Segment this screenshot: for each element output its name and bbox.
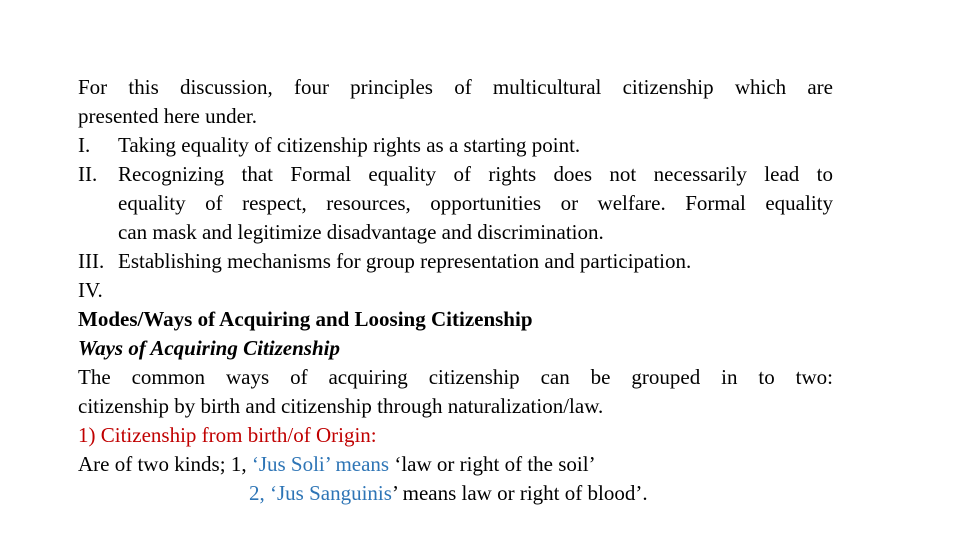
principle-text-2-line-3: can mask and legitimize disadvantage and discrimination. <box>118 220 604 244</box>
principle-marker-3: III. <box>78 249 105 273</box>
section-heading: Modes/Ways of Acquiring and Loosing Citizenship <box>78 307 533 331</box>
kinds-line-1-prefix: Are of two kinds; 1, <box>78 452 252 476</box>
intro-line-1: For this discussion, four principles of multicultural citizenship which are <box>78 75 833 99</box>
kinds-line-2-suffix: ’ means law or right of blood’. <box>391 481 648 505</box>
kinds-line-2-prefix: 2, <box>249 481 270 505</box>
kinds-line-2 <box>78 479 833 508</box>
body-line-1: The common ways of acquiring citizenship can be grouped in to two: <box>78 365 833 389</box>
kinds-line-1-suffix: ‘law or right of the soil’ <box>389 452 596 476</box>
principle-text-1: Taking equality of citizenship rights as a starting point. <box>118 133 581 157</box>
principle-text-3: Establishing mechanisms for group representation and participation. <box>118 249 692 273</box>
principle-text-2-line-2: equality of respect, resources, opportunities or welfare. Formal equality <box>118 191 833 215</box>
origin-heading: 1) Citizenship from birth/of Origin: <box>78 423 377 447</box>
principle-text-4 <box>118 276 833 305</box>
principle-item-2 <box>78 160 833 189</box>
text-block <box>78 73 833 508</box>
principle-item-3 <box>78 247 833 276</box>
jus-soli-term: ‘Jus Soli’ means <box>251 452 390 476</box>
principle-text-2-line-1: Recognizing that Formal equality of rights does not necessarily lead to <box>118 162 833 186</box>
intro-line-2: presented here under. <box>78 104 258 128</box>
principle-marker-1: I. <box>78 133 91 157</box>
subsection-heading: Ways of Acquiring Citizenship <box>78 336 340 360</box>
principle-marker-2: II. <box>78 162 98 186</box>
jus-sanguinis-term: ‘Jus Sanguinis <box>270 481 392 505</box>
principle-item-4 <box>78 276 833 305</box>
kinds-line-1 <box>78 450 833 479</box>
principle-item-1 <box>78 131 833 160</box>
principle-marker-4: IV. <box>78 278 103 302</box>
body-line-2: citizenship by birth and citizenship through naturalization/law. <box>78 394 604 418</box>
